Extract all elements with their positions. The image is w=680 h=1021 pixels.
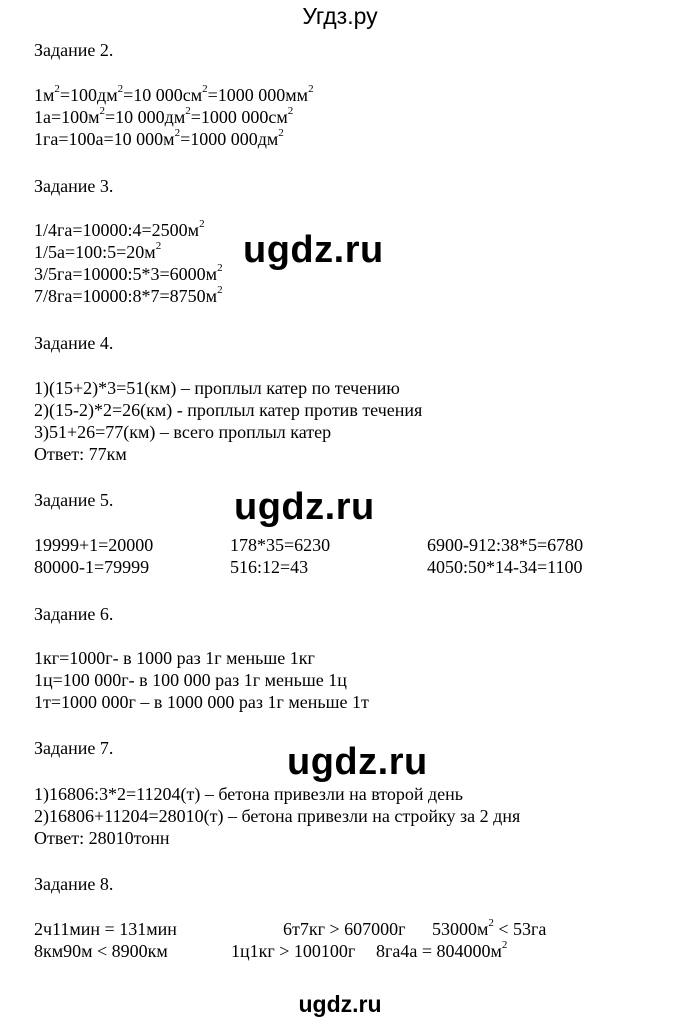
task-8-title: Задание 8.	[34, 874, 114, 894]
task-5-title: Задание 5.	[34, 490, 114, 510]
task-3-line-2: $1/5а=100:5=20м^2$	[34, 240, 162, 262]
task-4-title: Задание 4.	[34, 333, 114, 353]
task-5-r2-c1: 80000-1=79999	[34, 557, 150, 577]
watermark-2: ugdz.ru	[234, 486, 375, 528]
task-3-title: Задание 3.	[34, 176, 114, 196]
task-4-answer: Ответ: 77км	[34, 444, 127, 464]
task-8-r1-c3: $53000м^2 < 53га$	[432, 917, 547, 939]
task-5-r1-c2: 178*35=6230	[230, 535, 331, 555]
task-3-line-3: $3/5га=10000:5*3=6000м^2$	[34, 262, 223, 284]
watermark-1: ugdz.ru	[243, 229, 384, 271]
task-5-r1-c1: 19999+1=20000	[34, 535, 154, 555]
task-8-r2-c3: $8га4а = 804000м^2$	[376, 939, 508, 961]
task-5-r2-c2: 516:12=43	[230, 557, 309, 577]
task-2-line-3: 1га=100а=10 $000м^2=1000$ $000дм^2$	[34, 127, 284, 149]
task-6-line-1: 1кг=1000г- в 1000 раз 1г меньше 1кг	[34, 648, 315, 668]
task-7-line-2: 2)16806+11204=28010(т) – бетона привезли на стройку за 2 дня	[34, 806, 521, 826]
task-6-line-3: 1т=1000 000г – в 1000 000 раз 1г меньше 1т	[34, 692, 369, 712]
site-footer: ugdz.ru	[298, 991, 382, 1017]
task-7-title: Задание 7.	[34, 738, 114, 758]
task-3-line-4: $7/8га=10000:8*7=8750м^2$	[34, 284, 223, 306]
site-header: Угдз.ру	[302, 3, 378, 29]
task-3-line-1: $1/4га=10000:4=2500м^2$	[34, 218, 205, 240]
task-6-line-2: 1ц=100 000г- в 100 000 раз 1г меньше 1ц	[34, 670, 347, 690]
task-8-r2-c2: 1ц1кг > 100100г	[231, 941, 356, 961]
watermark-3: ugdz.ru	[287, 741, 428, 783]
task-2-title: Задание 2.	[34, 40, 114, 60]
task-8-r1-c1: 2ч11мин = 131мин	[34, 919, 177, 939]
task-7-answer: Ответ: 28010тонн	[34, 828, 170, 848]
task-4-line-1: 1)(15+2)*3=51(км) – проплыл катер по течению	[34, 378, 400, 398]
task-8-r2-c1: 8км90м < 8900км	[34, 941, 168, 961]
task-6-title: Задание 6.	[34, 604, 114, 624]
task-2-line-2: $1а=100м^2=10$ $000дм^2=1000$ $000см^2$	[34, 105, 294, 127]
task-8-r1-c2: 6т7кг > 607000г	[283, 919, 406, 939]
task-4-line-3: 3)51+26=77(км) – всего проплыл катер	[34, 422, 332, 442]
task-7-line-1: 1)16806:3*2=11204(т) – бетона привезли на второй день	[34, 784, 464, 804]
task-5-r2-c3: 4050:50*14-34=1100	[427, 557, 583, 577]
task-4-line-2: 2)(15-2)*2=26(км) - проплыл катер против течения	[34, 400, 423, 420]
task-5-r1-c3: 6900-912:38*5=6780	[427, 535, 584, 555]
task-2-line-1: $1м^2=100дм^2=10$ $000см^2=1000$ $000мм^2$	[34, 83, 314, 105]
